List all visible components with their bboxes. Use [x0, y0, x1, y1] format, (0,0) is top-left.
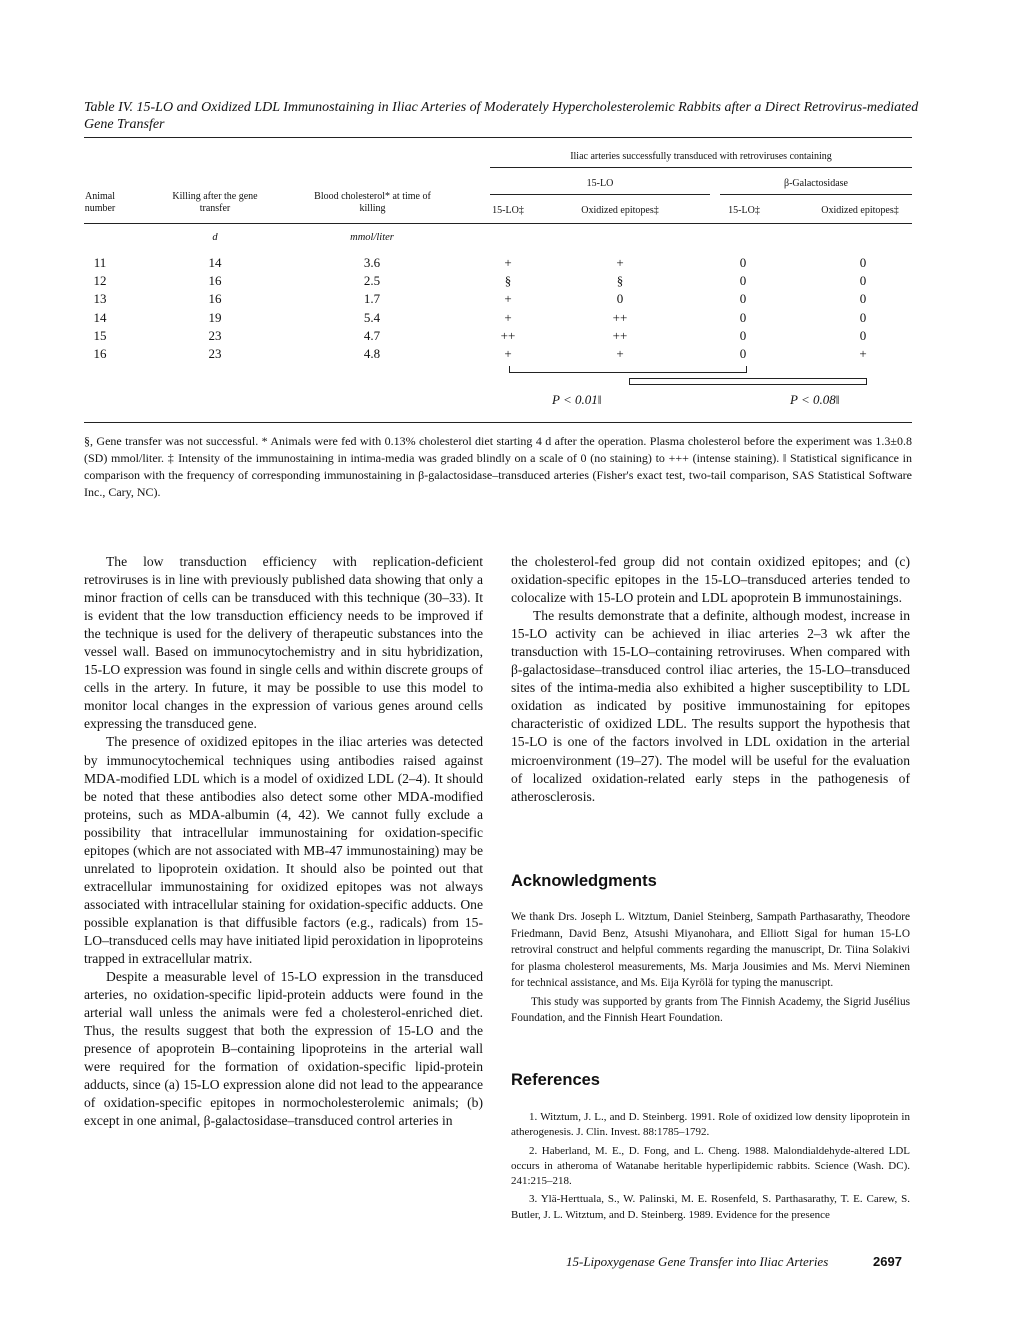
reference-item: 2. Haberland, M. E., D. Fong, and L. Cheng. 1988. Malondialdehyde-altered LDL occurs in atheroma of Watanabe heritable hyperlipidemic rabbits. Science (Wash. DC). 241:215–218. — [511, 1144, 910, 1188]
col-header-oxidized-a: Oxidized epitopes‡ — [581, 205, 659, 216]
cell-15lo-a: ++ — [500, 328, 516, 343]
cell-15lo-a: + — [504, 255, 512, 270]
cell-cholesterol: 3.6 — [363, 255, 381, 270]
cell-15lo-a: + — [504, 291, 512, 306]
cell-15lo-a: + — [504, 310, 512, 325]
acknowledgments-paragraph: We thank Drs. Joseph L. Witztum, Daniel Steinberg, Sampath Parthasarathy, Theodore Friedmann, David Benz, Atsushi Miyanohara, and Elliott Sigal for human 15-LO retroviral construct and helpful comments regarding the manuscript, Dr. Tiina Solakivi for plasma cholesterol measurements, Ms. Marja Jousimies and Ms. Mervi Nieminen for technical assistance, and Ms. Eija Kyrölä for typing the manuscript. — [511, 911, 910, 989]
cell-oxidized-b: 0 — [859, 273, 867, 288]
acknowledgments-paragraph: This study was supported by grants from The Finnish Academy, the Sigrid Jusélius Foundation, and the Finnish Heart Foundation. — [511, 995, 910, 1024]
unit-killing: d — [212, 232, 218, 243]
cell-oxidized-b: + — [859, 346, 867, 361]
cell-15lo-b: 0 — [739, 273, 747, 288]
body-paragraph: The results demonstrate that a definite, although modest, increase in 15-LO activity can be achieved in iliac arteries 2–3 wk after the transduction with 15-LO–containing retroviruses. When compared with β-galactosidase–transduced control iliac arteries, the 15-LO–transduced sites of the intima-media also exhibited a higher susceptibility to LDL oxidation as indicated by positive immunostaining for epitopes characteristic of oxidized LDL. The results support the hypothesis that 15-LO is one of the factors involved in LDL oxidation in the arterial microenvironment (19–27). The model will be useful for the evaluation of localized oxidation-related early steps in the pathogenesis of atherosclerosis. — [511, 608, 910, 804]
cell-15lo-b: 0 — [739, 346, 747, 361]
reference-item: 1. Witztum, J. L., and D. Steinberg. 1991. Role of oxidized low density lipoprotein in atherogenesis. J. Clin. Invest. 88:1785–1792. — [511, 1111, 910, 1139]
cell-oxidized-b: 0 — [859, 310, 867, 325]
cell-days: 16 — [208, 273, 222, 288]
cell-animal: 14 — [93, 310, 107, 325]
cell-oxidized-a: + — [616, 255, 624, 270]
cell-oxidized-b: 0 — [859, 291, 867, 306]
page-number: 2697 — [873, 1254, 902, 1269]
col-header-15lo-b: 15-LO‡ — [728, 205, 760, 216]
p-value-bgal: P < 0.08‖ — [790, 392, 840, 407]
body-paragraph: the cholesterol-fed group did not contain oxidized epitopes; and (c) oxidation-specific epitopes in the 15-LO–transduced arteries tended to colocalize with 15-LO protein and LDL apoprotein B immunostainings. — [511, 554, 910, 606]
significance-bracket-15lo — [509, 366, 747, 373]
col-header-animal: Animal number — [84, 191, 116, 214]
cell-animal: 15 — [93, 328, 107, 343]
p-value-15lo: P < 0.01‖ — [552, 392, 602, 407]
reference-item: 3. Ylä-Herttuala, S., W. Palinski, M. E. Rosenfeld, S. Parthasarathy, T. E. Carew, S. Butler, J. L. Witztum, and D. Steinberg. 1989. Evidence for the presence — [511, 1193, 910, 1221]
cell-oxidized-a: 0 — [616, 291, 624, 306]
cell-cholesterol: 2.5 — [363, 273, 381, 288]
cell-days: 14 — [208, 255, 222, 270]
header-bottom-rule — [84, 223, 912, 224]
subgroup-rule-15lo — [490, 194, 710, 195]
acknowledgments-heading: Acknowledgments — [511, 872, 657, 890]
subgroup-rule-bgal — [720, 194, 912, 195]
references-heading: References — [511, 1071, 600, 1089]
cell-15lo-b: 0 — [739, 328, 747, 343]
cell-oxidized-b: 0 — [859, 328, 867, 343]
cell-oxidized-a: § — [616, 273, 624, 288]
cell-days: 16 — [208, 291, 222, 306]
table-caption: Table IV. 15-LO and Oxidized LDL Immunostaining in Iliac Arteries of Moderately Hypercholesterolemic Rabbits after a Direct Retrovirus-mediated Gene Transfer — [84, 100, 919, 132]
cell-animal: 13 — [93, 291, 107, 306]
acknowledgments-text — [511, 909, 910, 1029]
references-list — [511, 1110, 910, 1226]
cell-days: 23 — [208, 346, 222, 361]
table-footnotes: §, Gene transfer was not successful. * Animals were fed with 0.13% cholesterol diet starting 4 d after the operation. Plasma cholesterol before the experiment was 1.3±0.8 (SD) mmol/liter. ‡ Intensity of the immunostaining in intima-media was graded blindly on a scale of 0 (no staining) to +++ (intense staining). ‖ Statistical significance in comparison with the frequency of corresponding immunostaining in β-galactosidase–transduced arteries (Fisher's exact test, two-tail comparison, SAS Statistical Software Inc., Cary, NC). — [84, 434, 912, 499]
bracket-link — [629, 384, 866, 385]
col-header-15lo-a: 15-LO‡ — [492, 205, 524, 216]
cell-oxidized-a: ++ — [612, 310, 628, 325]
table-top-rule — [84, 137, 912, 138]
left-column — [84, 553, 483, 1131]
cell-oxidized-a: ++ — [612, 328, 628, 343]
body-paragraph: Despite a measurable level of 15-LO expression in the transduced arteries, no oxidation-specific lipid-protein adducts were found in the arterial wall unless the animals were fed a cholesterol-enriched diet. Thus, the results suggest that both the expression of 15-LO and the presence of apoprotein B–containing lipoproteins in the arterial wall were required for the formation of oxidation-specific lipid-protein adducts, since (a) 15-LO expression alone did not lead to the appearance of oxidation-specific epitopes in normocholesterolemic animals; (b) except in one animal, β-galactosidase–transduced control arteries in — [84, 969, 483, 1129]
col-header-oxidized-b: Oxidized epitopes‡ — [821, 205, 899, 216]
cell-animal: 11 — [93, 255, 107, 270]
body-paragraph: The presence of oxidized epitopes in the iliac arteries was detected by immunocytochemical techniques using antibodies raised against MDA-modified LDL which is a model of oxidized LDL (2–4). It should be noted that these antibodies also detect some other MDA-modified proteins, such as MDA-albumin (4, 42). We cannot fully exclude a possibility that intracellular immunostaining for oxidation-specific epitopes (which are not associated with MB-47 immunostaining) may be unrelated to lipoprotein oxidation. It should also be pointed out that extracellular immunostaining for oxidized epitopes was not always associated with intracellular staining for oxidation-specific adducts. One possible explanation is that diffusible factors (e.g., radicals) from 15-LO–transduced cells may have initiated lipid peroxidation in lipoproteins trapped in extracellular matrix. — [84, 734, 483, 967]
cell-15lo-a: § — [504, 273, 512, 288]
group-header-rule — [490, 167, 912, 168]
running-title: 15-Lipoxygenase Gene Transfer into Iliac Arteries — [566, 1254, 829, 1269]
cell-animal: 12 — [93, 273, 107, 288]
cell-15lo-b: 0 — [739, 255, 747, 270]
table-bottom-rule — [84, 422, 912, 423]
cell-animal: 16 — [93, 346, 107, 361]
unit-cholesterol: mmol/liter — [350, 232, 394, 243]
cell-days: 19 — [208, 310, 222, 325]
subgroup-header-bgal: β-Galactosidase — [784, 178, 848, 189]
cell-15lo-b: 0 — [739, 291, 747, 306]
cell-oxidized-a: + — [616, 346, 624, 361]
col-header-killing: Killing after the gene transfer — [172, 191, 258, 214]
group-header: Iliac arteries successfully transduced with retroviruses containing — [570, 151, 832, 162]
cell-cholesterol: 4.8 — [363, 346, 381, 361]
cell-cholesterol: 4.7 — [363, 328, 381, 343]
body-paragraph: The low transduction efficiency with replication-deficient retroviruses is in line with previously published data showing that only a minor fraction of cells can be transduced with this technique (30–33). It is evident that the low transduction efficiency needs to be improved if the technique is used for the delivery of therapeutic substances into the vessel wall. Based on immunocytochemistry and in situ hybridization, 15-LO expression was found in single cells and within discrete groups of cells in the artery. In future, it may be possible to use this model to monitor local changes in the expression of various genes around cells expressing the transduced gene. — [84, 554, 483, 732]
cell-cholesterol: 5.4 — [363, 310, 381, 325]
cell-15lo-b: 0 — [739, 310, 747, 325]
col-header-cholesterol: Blood cholesterol* at time of killing — [314, 191, 431, 214]
cell-days: 23 — [208, 328, 222, 343]
cell-cholesterol: 1.7 — [363, 291, 381, 306]
right-column — [511, 553, 910, 806]
subgroup-header-15lo: 15-LO — [586, 178, 614, 189]
cell-oxidized-b: 0 — [859, 255, 867, 270]
cell-15lo-a: + — [504, 346, 512, 361]
